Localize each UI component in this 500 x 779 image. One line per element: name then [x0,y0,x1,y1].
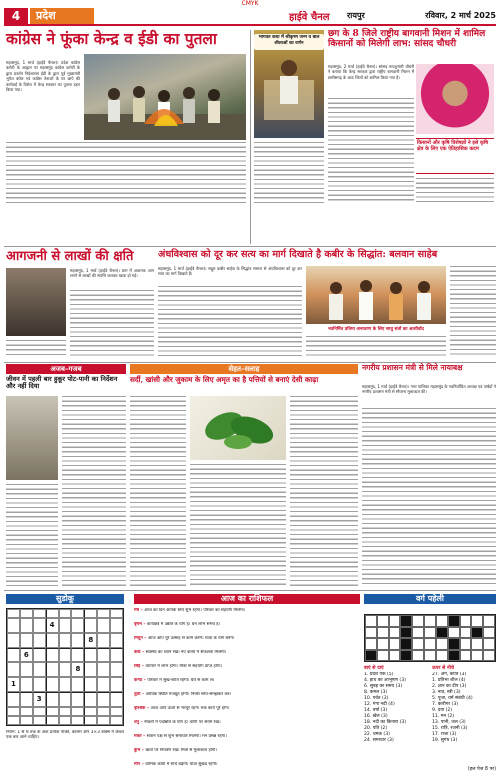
sudoku-cell [7,716,20,725]
rashifal-entry [134,734,360,740]
sudoku-cell [97,677,110,692]
sudoku-cell [7,707,20,716]
crossword-cell [412,615,424,627]
mp-portrait-photo [416,64,494,134]
masthead [4,8,496,24]
crossword-clue: 27. अंग, कांति (3) [432,672,467,677]
crossword-cell [448,615,460,627]
feature2-label: सेहत–सलाह [130,364,358,374]
header-rule [4,24,496,26]
protest-crowd-illustration [84,54,246,140]
crossword-clue: 2. ज्ञान का दीप (3) [432,684,467,689]
zodiac-sign-name: मेष – [134,608,145,613]
sudoku-cell [59,609,72,618]
sudoku-cell [33,609,46,618]
crossword-down-clues [432,672,496,764]
page-number: 4 [4,8,28,24]
brand-name: हाईवे चैनल [289,12,330,23]
rashifal-entry [134,664,360,670]
crossword-title: वर्ग पहेली [364,594,496,604]
crossword-solution-note: (हल पेज 8 पर) [467,767,496,772]
feature1-photo [6,396,58,480]
sudoku-cell [20,716,33,725]
story3-body-text [70,290,154,358]
crossword-cell [424,615,436,627]
crossword-across-heading: बाएं से दाएं [364,666,384,671]
zodiac-prediction: आर्थिक स्थिति मजबूत होगी। निवेश सोच-समझकर करें। [145,692,232,697]
zodiac-prediction: संतान पक्ष से शुभ समाचार मिलेगा। मन प्रसन्न रहेगा। [146,734,227,739]
story3-body-text-2 [6,340,66,358]
crossword-cell [412,650,424,662]
story1-body-text [6,142,246,206]
sudoku-cell [84,662,97,677]
saints-gathering-illustration [306,266,446,324]
sudoku-cell [97,618,110,633]
sudoku-cell [110,716,123,725]
rashifal-entry [134,622,360,628]
crossword-cell [389,638,401,650]
kabir-photo-caption: नवनिर्मित प्रतिमा अनावरण के लिए साधु संतों का आशीर्वाद [306,326,446,334]
crossword-cell [377,638,389,650]
zodiac-sign-name: वृश्चिक – [134,706,151,711]
feature2-body-text [130,396,186,586]
feature1-body-text-2 [6,484,58,586]
sudoku-cell [84,692,97,707]
story4-body-text [158,286,302,358]
fire-damage-photo [6,268,66,336]
story2-intro: महासमुंद, 2 मार्च (हाईवे चैनल)। सांसद रूपकुमारी चौधरी ने बताया कि केन्द्र सरकार द्वारा राष्ट्रीय बागवानी मिशन में छत्तीसगढ़ के आठ जिलों को शामिल किया गया है। [328,64,414,80]
sudoku-cell [59,618,72,633]
column-divider [250,30,251,244]
section-label: प्रदेश [30,8,94,24]
crossword-cell [460,638,472,650]
sudoku-cell [84,677,97,692]
sudoku-cell [71,707,84,716]
crossword-cell [424,627,436,639]
sudoku-cell [7,662,20,677]
crossword-grid [364,614,496,662]
herbal-leaves-photo [190,396,286,460]
crossword-cell [400,627,412,639]
crossword-cell [460,650,472,662]
sudoku-cell [33,633,46,648]
sudoku-cell [46,648,59,663]
sudoku-cell [110,648,123,663]
zodiac-sign-name: कन्या – [134,678,148,683]
zodiac-sign-name: मकर – [134,734,147,739]
story2-body-text [328,98,414,204]
feature1-label: अजब–गजब [6,364,126,374]
zodiac-sign-name: कर्क – [134,650,146,655]
sudoku-cell: 1 [7,677,20,692]
crossword-clue: 12. गंगा नदी (4) [364,702,395,707]
crossword-cell [448,650,460,662]
rashifal-entry [134,692,360,698]
story2-body-text-2 [416,178,494,204]
story5-intro: महासमुंद, 1 मार्च (हाईवे चैनल)। नगर पालिका महासमुंद के नवनिर्वाचित अध्यक्ष एवं पार्षदों ने नगरीय प्रशासन मंत्री से सौजन्य मुलाकात की। [362,384,496,395]
bhagwat-body-text [254,142,324,204]
feature2-headline: सर्दी, खांसी और जुकाम के लिए अमृत का है पत्तियों से बनाएं देसी काढ़ा [130,375,319,384]
sudoku-cell [110,609,123,618]
sudoku-cell [7,648,20,663]
story1-intro: महासमुंद, 1 मार्च (हाईवे चैनल)। प्रदेश कांग्रेस कमेटी के आह्वान पर महासमुंद कांग्रेस कमेटी के द्वारा प्रवर्तन निदेशालय ईडी के द्वारा पूर्व मुख्यमंत्री भूपेश बघेल एवं कांग्रेस नेताओं के घर छापे की कार्रवाई के विरोध में केन्द्र सरकार का पुतला दहन किया गया। [6,60,80,93]
sudoku-cell [20,692,33,707]
crossword-cell [471,615,483,627]
crossword-clue: 10. पर्वत (3) [364,696,389,701]
leaf-illustration [190,396,286,460]
dateline: रविवार, 2 मार्च 2025 [425,11,496,20]
story3-intro: महासमुंद, 1 मार्च (हाईवे चैनल)। ग्राम में अचानक आग लगने से लाखों की संपत्ति जलकर खाक हो गई। [70,268,154,279]
sudoku-cell [7,609,20,618]
rashifal-title: आज का राशिफल [134,594,360,604]
crossword-cell [471,627,483,639]
zodiac-sign-name: मीन – [134,762,146,767]
sudoku-cell [97,648,110,663]
zodiac-prediction: आज आप पूरे उत्साह से काम करेंगे। यात्रा के योग बनेंगे। [147,636,235,641]
feature1-headline: जीवन में पहली बार हुकूर पोट-पानी का निर्देशन और नहीं दिया [6,375,118,391]
sudoku-cell [84,609,97,618]
crossword-clue: 4. हाथ का आभूषण (3) [364,678,406,683]
crossword-cell [400,650,412,662]
crossword-cell [365,650,377,662]
sudoku-cell [59,692,72,707]
crossword-clue: 15. रात्रि, रजनी (3) [432,726,468,731]
rashifal-entry [134,762,360,768]
crossword-cell [436,627,448,639]
sudoku-cell [33,662,46,677]
story4-headline: अंधविश्वास को दूर कर सत्य का मार्ग दिखाते है कबीर के सिद्धांत: बलवान साहेब [158,249,438,260]
section-divider-3 [4,590,496,591]
sudoku-cell: 8 [71,662,84,677]
crossword-cell [365,627,377,639]
sudoku-cell [84,618,97,633]
crossword-cell [448,627,460,639]
sudoku-cell [20,662,33,677]
zodiac-sign-name: मिथुन – [134,636,148,641]
sudoku-cell [20,633,33,648]
crossword-cell [483,627,495,639]
crossword-clue: 22. चमक (3) [364,732,390,737]
story1-photo-protest [84,54,246,140]
sudoku-cell [59,707,72,716]
crossword-cell [483,650,495,662]
sudoku-cell: 4 [46,618,59,633]
zodiac-sign-name: तुला – [134,692,146,697]
crossword-cell [471,650,483,662]
sudoku-instructions: नियम: 1 से 9 तक के अंक प्रत्येक पंक्ति, कॉलम और 3×3 बॉक्स में केवल एक बार आने चाहिए। [6,730,124,741]
sudoku-cell [110,677,123,692]
sudoku-cell [71,692,84,707]
crossword-clue: 5. पूजा, धर्म संबंधी (4) [432,696,473,701]
sudoku-cell [84,716,97,725]
sudoku-cell [59,662,72,677]
rashifal-entry [134,720,360,726]
sudoku-cell [20,677,33,692]
crossword-clue: 17. राजा (3) [432,732,457,737]
crossword-clue: 3. नाव, स्त्री (3) [432,690,461,695]
zodiac-sign-name: धनु – [134,720,145,725]
story4-body-text-3 [450,266,496,358]
story5-headline: नगरीय प्रशासन मंत्री से मिले नायाबक्ष [362,363,463,372]
sudoku-cell [110,633,123,648]
rashifal-entry [134,748,360,754]
sudoku-cell [71,618,84,633]
story2-pullquote: किसानों और कृषि विशेषज्ञों ने इसे कृषि क्षेत्र के लिए एक ऐतिहासिक कदम [416,138,494,174]
sudoku-cell [71,633,84,648]
crossword-clue: 11. मन (2) [432,714,455,719]
crossword-cell [377,650,389,662]
feature1-body-text [62,396,126,586]
sudoku-cell [46,609,59,618]
story4-intro: महासमुंद, 1 मार्च (हाईवे चैनल)। सद्गुरु कबीर साहेब के सिद्धांत समाज से अंधविश्वास को दूर कर सत्य का मार्ग दिखाते हैं। [158,266,302,277]
zodiac-prediction: खर्चों पर नियंत्रण रखें। मित्रों से मुलाकात होगी। [145,748,218,753]
sudoku-cell [46,716,59,725]
crossword-cell [365,615,377,627]
sudoku-cell: 3 [33,692,46,707]
sudoku-cell [33,648,46,663]
sudoku-cell [46,677,59,692]
crossword-clue: 7. कारीगर (3) [432,702,459,707]
sudoku-cell [46,662,59,677]
crossword-cell [377,615,389,627]
crossword-down-heading: ऊपर से नीचे [432,666,454,671]
crossword-cell [424,638,436,650]
crossword-clue: 14. वर्षा (3) [364,708,388,713]
crossword-clue: 9. दया (2) [432,708,453,713]
sudoku-cell [59,716,72,725]
crossword-cell [448,638,460,650]
sudoku-cell [71,677,84,692]
zodiac-prediction: परिवार में सुख-शांति रहेगी। धैर्य से काम लें। [147,678,215,683]
sudoku-cell [7,692,20,707]
crossword-clue: 1. प्रदेश एक (5) [364,672,394,677]
crossword-clue: 6. सुबह का समय (3) [364,684,403,689]
sudoku-cell [110,618,123,633]
story3-headline: आगजनी से लाखों की क्षति [6,249,134,264]
sudoku-cell [110,692,123,707]
feature2-body-text-2 [190,464,286,586]
sudoku-cell [20,609,33,618]
sudoku-grid [6,608,124,726]
crossword-cell [412,627,424,639]
sudoku-cell [59,648,72,663]
story2-headline: छग के 8 जिले राष्ट्रीय बागवानी मिशन में शामिल किसानों को मिलेगी लाभ: सांसद चौधरी [328,29,486,49]
crossword-clue: 13. पानी, जल (3) [432,720,466,725]
sudoku-cell [46,707,59,716]
crossword-cell [389,627,401,639]
crossword-clue: 8. कमल (3) [364,690,388,695]
crossword-cell [424,650,436,662]
color-registration-mark: CMYK [241,0,259,7]
story1-headline: कांग्रेस ने फूंका केन्द्र व ईडी का पुतला [6,29,217,48]
crossword-cell [436,650,448,662]
sudoku-cell: 8 [84,633,97,648]
zodiac-prediction: स्वास्थ्य का ध्यान रखें। नए कार्यों में सफलता मिलेगी। [145,650,227,655]
rashifal-entry [134,636,360,642]
sudoku-cell [97,633,110,648]
crossword-cell [412,638,424,650]
sudoku-cell [59,633,72,648]
crossword-cell [389,615,401,627]
story5-body-text [362,408,496,586]
zodiac-sign-name: वृषभ – [134,622,148,627]
sudoku-cell [97,716,110,725]
crossword-clue: 18. नदी का किनारा (3) [364,720,407,725]
crossword-cell [436,615,448,627]
crossword-clue: 19. सुगंध (3) [432,738,458,743]
rashifal-entry [134,678,360,684]
crossword-cell [400,638,412,650]
crossword-cell [377,627,389,639]
sudoku-cell [97,662,110,677]
sudoku-cell [84,707,97,716]
feature2-body-text-3 [290,396,358,586]
sudoku-cell [33,707,46,716]
crossword-clue: 24. समाचार (3) [364,738,394,743]
zodiac-prediction: आज का दिन आपके लिए शुभ रहेगा। परिवार का सहयोग मिलेगा। [144,608,246,613]
zodiac-sign-name: सिंह – [134,664,146,669]
sudoku-cell: 6 [20,648,33,663]
zodiac-prediction: नौकरी में पदोन्नति के योग हैं। वाणी पर संयम रखें। [144,720,221,725]
crossword-clue: 1. प्रतिभा शील (4) [432,678,466,683]
sudoku-title: सुडोकू [6,594,124,604]
sudoku-cell [71,648,84,663]
sudoku-cell [84,648,97,663]
crossword-cell [389,650,401,662]
sudoku-cell [33,677,46,692]
zodiac-prediction: व्यापार में लाभ होगा। मित्रों से सहयोग प्राप्त होगा। [145,664,223,669]
kabir-event-photo [306,266,446,324]
sudoku-cell [7,618,20,633]
crossword-cell [460,627,472,639]
crossword-clue: 16. खेल (3) [364,714,388,719]
crossword-clue: 20. पति (2) [364,726,388,731]
sudoku-cell [33,618,46,633]
crossword-cell [436,638,448,650]
sudoku-cell [46,633,59,648]
zodiac-prediction: आज आप ऊर्जा से भरपूर रहेंगे। रुके कार्य पूरे होंगे। [150,706,230,711]
zodiac-prediction: धार्मिक कार्यों में रुचि बढ़ेगी। यात्रा सुखद रहेगी। [145,762,218,767]
sudoku-cell [97,692,110,707]
sudoku-cell [59,677,72,692]
crossword-cell [483,615,495,627]
sudoku-cell [110,662,123,677]
zodiac-sign-name: कुंभ – [134,748,146,753]
bhagwat-photo-caption: भागवत कथा में श्रीकृष्ण जन्म व बाल लीलाओं का वर्णन [254,34,324,50]
sudoku-cell [20,707,33,716]
sudoku-cell [7,633,20,648]
sudoku-cell [20,618,33,633]
crossword-cell [400,615,412,627]
sudoku-cell [97,707,110,716]
sudoku-cell [71,609,84,618]
crossword-cell [365,638,377,650]
sudoku-cell [97,609,110,618]
rashifal-entry [134,650,360,656]
zodiac-prediction: कार्यक्षेत्र में उन्नति के योग हैं। धन लाभ संभव है। [147,622,221,627]
sudoku-cell [110,707,123,716]
rashifal-entry [134,608,360,614]
story4-body-text-2 [306,336,446,358]
sudoku-cell [33,716,46,725]
section-divider [4,246,496,247]
crossword-cell [460,615,472,627]
rashifal-entry [134,706,360,712]
crossword-across-clues [364,672,430,772]
crossword-cell [471,638,483,650]
sudoku-cell [46,692,59,707]
sudoku-cell [71,716,84,725]
crossword-cell [483,638,495,650]
edition-city: रायपुर [347,11,365,20]
